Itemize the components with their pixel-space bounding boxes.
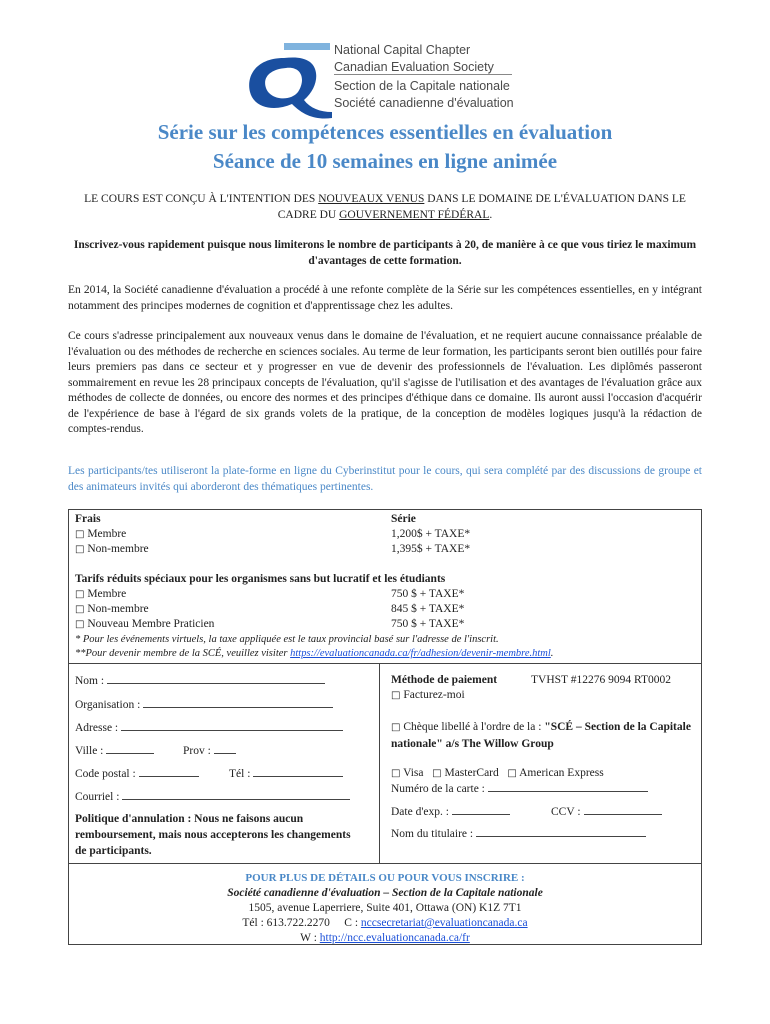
contact-organization: Société canadienne d'évaluation – Section de la Capitale nationale — [227, 887, 543, 899]
checkbox-icon[interactable]: □ — [507, 768, 517, 779]
option-non-membre[interactable]: □ Non-membre — [75, 543, 149, 555]
paragraph-platform: Les participants/tes utiliseront la plate-forme en ligne du Cyberinstitut pour le cours, qui sera complété par des discussions de groupe et des animateurs invités qui aborderont des thématiques pertinentes. — [68, 465, 702, 493]
intro-text: LE COURS EST CONÇU À L'INTENTION DES NOUVEAUX VENUS DANS LE DOMAINE DE L'ÉVALUATION DANS LE CADRE DU GOUVERNEMENT FÉDÉRAL. — [84, 193, 686, 221]
card-options — [391, 766, 604, 781]
logo-line-2: Canadian Evaluation Society — [334, 59, 494, 74]
logo-separator — [334, 74, 512, 75]
tax-note: * Pour les événements virtuels, la taxe appliquée est le taux provincial basé sur l'adresse de l'inscrit. — [75, 634, 499, 645]
website-link[interactable]: http://ncc.evaluationcanada.ca/fr — [319, 932, 470, 944]
cardholder-name-field[interactable]: Nom du titulaire : — [391, 826, 646, 842]
contact-phone-email: Tél : 613.722.2270 C : nccsecretariat@evaluationcanada.ca — [242, 917, 528, 929]
logo-line-1: National Capital Chapter — [334, 43, 471, 57]
checkbox-icon[interactable]: □ — [391, 722, 401, 733]
option-reduced-non-membre[interactable]: □ Non-membre — [75, 603, 149, 615]
fees-label: Frais — [75, 513, 101, 525]
price-reduced-3: 750 $ + TAXE* — [391, 618, 465, 630]
price-reduced-1: 750 $ + TAXE* — [391, 588, 465, 600]
paragraph-description: Ce cours s'adresse principalement aux nouveaux venus dans le domaine de l'évaluation, et ne requiert aucune connaissance préalable de l'évaluation ou des méthodes de recherche en sciences sociales. Au terme de leur formation, les participants seront bien outillés pour faire leurs premiers pas dans ce secteur et y progresser en vue de devenir des professionnels de l'évaluation. Les diplômés passeront sommairement en revue les 28 principaux concepts de l'évaluation, qu'il s'agisse de l'utilisation et des avantages de l'évaluation grâce aux méthodes de collecte de données, ou encore des normes et des principes d'éthique dans ce domaine. Ils auront aussi l'occasion d'acquérir de l'expérience de base à l'égard de six grands volets de la pratique, de la conception de modèles logiques jusqu'à la rédaction de comptes-rendus. — [68, 330, 702, 435]
divider — [69, 663, 701, 664]
ces-q-logo-icon — [240, 40, 340, 120]
checkbox-icon[interactable]: □ — [432, 768, 442, 779]
ccv-field[interactable]: CCV : — [551, 804, 662, 820]
option-mastercard[interactable]: □ MasterCard — [432, 767, 499, 779]
contact-website: W : http://ncc.evaluationcanada.ca/fr — [300, 932, 470, 944]
contact-address: 1505, avenue Laperriere, Suite 401, Ottawa (ON) K1Z 7T1 — [248, 902, 522, 914]
prov-field[interactable]: Prov : — [183, 743, 236, 759]
intro-underline-1: NOUVEAUX VENUS — [318, 193, 425, 205]
option-reduced-membre[interactable]: □ Membre — [75, 588, 127, 600]
checkbox-icon[interactable]: □ — [75, 619, 85, 630]
reduced-rates-title: Tarifs réduits spéciaux pour les organismes sans but lucratif et les étudiants — [75, 573, 446, 585]
ville-field[interactable]: Ville : — [75, 743, 154, 759]
registration-note: Inscrivez-vous rapidement puisque nous limiterons le nombre de participants à 20, de manière à ce que vous tiriez le maximum d'avantages de cette formation. — [73, 239, 697, 267]
logo-text — [334, 42, 514, 111]
logo-line-4: Société canadienne d'évaluation — [334, 95, 514, 110]
price-membre: 1,200$ + TAXE* — [391, 528, 471, 540]
membership-link[interactable]: https://evaluationcanada.ca/fr/adhesion/devenir-membre.html — [290, 648, 551, 659]
organisation-field[interactable]: Organisation : — [75, 697, 333, 713]
adresse-field[interactable]: Adresse : — [75, 720, 343, 736]
logo-line-3: Section de la Capitale nationale — [334, 79, 510, 93]
ces-ncc-logo — [240, 40, 540, 120]
checkbox-icon[interactable]: □ — [391, 768, 401, 779]
paragraph-history: En 2014, la Société canadienne d'évaluation a procédé à une refonte complète de la Série sur les compétences essentielles, en y intégrant notamment des principes modernes de cognition et d'apprentissage chez les adultes. — [68, 284, 702, 312]
option-reduced-praticien[interactable]: □ Nouveau Membre Praticien — [75, 618, 215, 630]
tel-field[interactable]: Tél : — [229, 766, 343, 782]
price-non-membre: 1,395$ + TAXE* — [391, 543, 471, 555]
email-link[interactable]: nccsecretariat@evaluationcanada.ca — [360, 917, 528, 929]
contact-heading: POUR PLUS DE DÉTAILS OU POUR VOUS INSCRIRE : — [245, 872, 525, 884]
expiry-date-field[interactable]: Date d'exp. : — [391, 804, 510, 820]
courriel-field[interactable]: Courriel : — [75, 789, 350, 805]
page-title: Série sur les compétences essentielles en évaluation — [157, 120, 613, 144]
option-visa[interactable]: □ Visa — [391, 767, 424, 779]
option-cheque[interactable]: □ Chèque libellé à l'ordre de la : "SCÉ – Section de la Capitale nationale" a/s The Willow Group — [391, 721, 691, 750]
tvhst-number: TVHST #12276 9094 RT0002 — [531, 674, 671, 686]
column-divider — [379, 663, 380, 863]
membership-note: **Pour devenir membre de la SCÉ, veuillez visiter https://evaluationcanada.ca/fr/adhesion/devenir-membre.html. — [75, 648, 554, 659]
serie-label: Série — [391, 513, 416, 525]
option-amex[interactable]: □ American Express — [507, 767, 604, 779]
option-facturez[interactable]: □ Facturez-moi — [391, 689, 465, 701]
checkbox-icon[interactable]: □ — [391, 690, 401, 701]
nom-field[interactable]: Nom : — [75, 673, 325, 689]
card-number-field[interactable]: Numéro de la carte : — [391, 781, 648, 797]
page-subtitle: Séance de 10 semaines en ligne animée — [212, 149, 558, 173]
intro-underline-2: GOUVERNEMENT FÉDÉRAL — [339, 209, 490, 221]
code-postal-field[interactable]: Code postal : — [75, 766, 199, 782]
cancellation-policy: Politique d'annulation : Nous ne faisons aucun remboursement, mais nous accepterons les changements de participants. — [75, 813, 351, 857]
checkbox-icon[interactable]: □ — [75, 604, 85, 615]
payment-method-title: Méthode de paiement — [391, 674, 498, 686]
checkbox-icon[interactable]: □ — [75, 529, 85, 540]
checkbox-icon[interactable]: □ — [75, 544, 85, 555]
registration-form-box — [68, 509, 702, 945]
divider — [69, 863, 701, 864]
option-membre[interactable]: □ Membre — [75, 528, 127, 540]
checkbox-icon[interactable]: □ — [75, 589, 85, 600]
price-reduced-2: 845 $ + TAXE* — [391, 603, 465, 615]
